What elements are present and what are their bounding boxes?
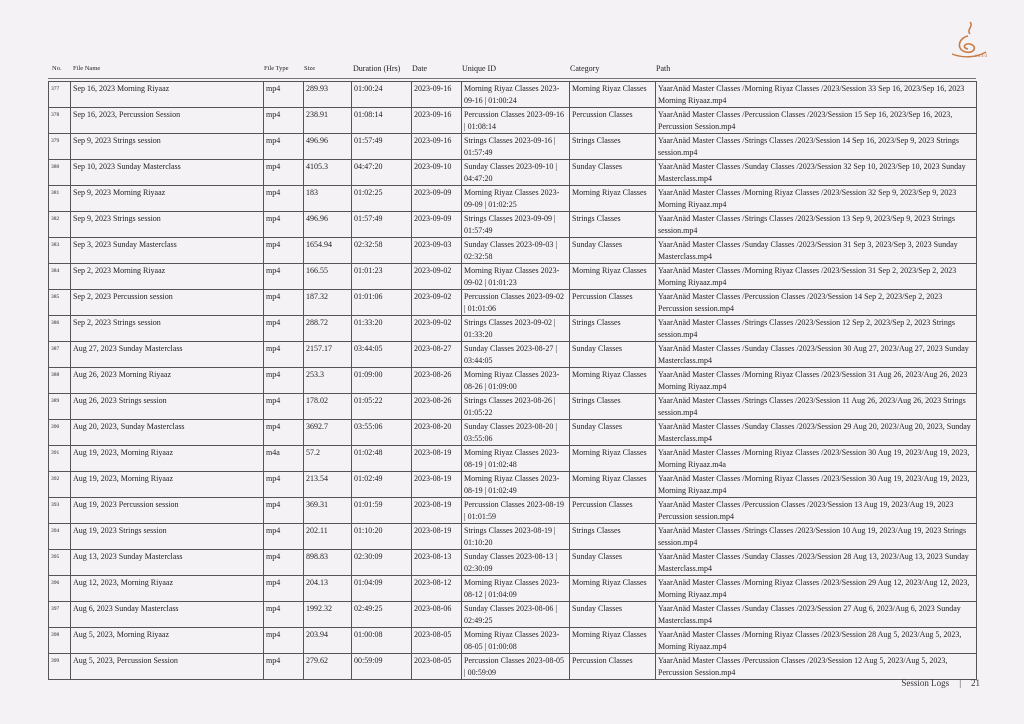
cell-category: Strings Classes [570, 524, 656, 550]
table-row [49, 602, 977, 628]
cell-category: Strings Classes [570, 394, 656, 420]
cell-category: Sunday Classes [570, 550, 656, 576]
cell-category: Percussion Classes [570, 108, 656, 134]
cell-file-name: Aug 12, 2023, Morning Riyaaz [71, 576, 264, 602]
cell-category: Sunday Classes [570, 160, 656, 186]
cell-file-name: Sep 2, 2023 Morning Riyaaz [71, 264, 264, 290]
cell-date: 2023-09-16 [412, 108, 462, 134]
table-row [49, 576, 977, 602]
table-row [49, 498, 977, 524]
cell-file-type: mp4 [264, 654, 304, 680]
cell-file-type: mp4 [264, 212, 304, 238]
table-row [49, 186, 977, 212]
cell-duration: 01:01:06 [352, 290, 412, 316]
cell-category: Percussion Classes [570, 290, 656, 316]
cell-file-name: Aug 26, 2023 Morning Riyaaz [71, 368, 264, 394]
cell-file-name: Aug 13, 2023 Sunday Masterclass [71, 550, 264, 576]
table-row [49, 394, 977, 420]
session-log-table [48, 81, 977, 680]
header-unique-id: Unique ID [462, 64, 496, 73]
cell-size: 57.2 [304, 446, 352, 472]
cell-duration: 01:00:08 [352, 628, 412, 654]
cell-file-type: mp4 [264, 108, 304, 134]
header-divider [48, 78, 976, 79]
cell-date: 2023-08-13 [412, 550, 462, 576]
cell-no: 399 [49, 654, 71, 680]
cell-date: 2023-08-05 [412, 628, 462, 654]
cell-date: 2023-09-03 [412, 238, 462, 264]
cell-category: Morning Riyaz Classes [570, 472, 656, 498]
cell-no: 391 [49, 446, 71, 472]
cell-path: YaarAnäd Master Classes /Strings Classes /2023/Session 11 Aug 26, 2023/Aug 26, 2023 Strings session.mp4 [656, 394, 977, 420]
cell-size: 253.3 [304, 368, 352, 394]
cell-date: 2023-08-05 [412, 654, 462, 680]
cell-category: Sunday Classes [570, 342, 656, 368]
cell-size: 288.72 [304, 316, 352, 342]
cell-file-type: mp4 [264, 602, 304, 628]
cell-duration: 01:05:22 [352, 394, 412, 420]
cell-path: YaarAnäd Master Classes /Morning Riyaz Classes /2023/Session 28 Aug 5, 2023/Aug 5, 2023, Morning Riyaaz.mp4 [656, 628, 977, 654]
cell-size: 213.54 [304, 472, 352, 498]
cell-date: 2023-09-09 [412, 212, 462, 238]
cell-file-type: m4a [264, 446, 304, 472]
header-date: Date [412, 64, 428, 73]
cell-unique-id: Morning Riyaz Classes 2023-09-09 | 01:02:25 [462, 186, 570, 212]
cell-no: 394 [49, 524, 71, 550]
cell-path: YaarAnäd Master Classes /Sunday Classes /2023/Session 27 Aug 6, 2023/Aug 6, 2023 Sunday Masterclass.mp4 [656, 602, 977, 628]
cell-no: 382 [49, 212, 71, 238]
cell-no: 378 [49, 108, 71, 134]
cell-unique-id: Morning Riyaz Classes 2023-08-19 | 01:02:48 [462, 446, 570, 472]
cell-no: 395 [49, 550, 71, 576]
header-size: Size [304, 65, 316, 72]
cell-size: 2157.17 [304, 342, 352, 368]
cell-file-name: Aug 20, 2023, Sunday Masterclass [71, 420, 264, 446]
cell-file-type: mp4 [264, 186, 304, 212]
cell-duration: 01:57:49 [352, 212, 412, 238]
cell-date: 2023-08-19 [412, 446, 462, 472]
header-duration: Duration (Hrs) [353, 64, 401, 73]
cell-date: 2023-09-09 [412, 186, 462, 212]
cell-date: 2023-08-26 [412, 394, 462, 420]
cell-file-name: Aug 6, 2023 Sunday Masterclass [71, 602, 264, 628]
cell-file-name: Sep 9, 2023 Strings session [71, 134, 264, 160]
cell-duration: 01:02:25 [352, 186, 412, 212]
cell-path: YaarAnäd Master Classes /Morning Riyaz Classes /2023/Session 30 Aug 19, 2023/Aug 19, 2023, Morning Riyaaz.mp4 [656, 472, 977, 498]
table-row [49, 654, 977, 680]
cell-path: YaarAnäd Master Classes /Strings Classes /2023/Session 14 Sep 16, 2023/Sep 9, 2023 Strings session.mp4 [656, 134, 977, 160]
cell-path: YaarAnäd Master Classes /Strings Classes /2023/Session 13 Sep 9, 2023/Sep 9, 2023 Strings session.mp4 [656, 212, 977, 238]
cell-date: 2023-09-10 [412, 160, 462, 186]
cell-no: 386 [49, 316, 71, 342]
cell-no: 385 [49, 290, 71, 316]
cell-size: 496.96 [304, 134, 352, 160]
cell-no: 398 [49, 628, 71, 654]
cell-unique-id: Morning Riyaz Classes 2023-09-02 | 01:01:23 [462, 264, 570, 290]
footer-title: Session Logs [901, 678, 950, 688]
header-no: No. [52, 65, 62, 72]
table-row [49, 134, 977, 160]
cell-duration: 01:01:23 [352, 264, 412, 290]
cell-duration: 02:32:58 [352, 238, 412, 264]
cell-no: 388 [49, 368, 71, 394]
cell-unique-id: Sunday Classes 2023-08-27 | 03:44:05 [462, 342, 570, 368]
brand-logo-text: anad [974, 54, 988, 59]
table-row [49, 472, 977, 498]
cell-file-name: Aug 19, 2023 Percussion session [71, 498, 264, 524]
cell-unique-id: Strings Classes 2023-08-26 | 01:05:22 [462, 394, 570, 420]
cell-file-type: mp4 [264, 264, 304, 290]
cell-unique-id: Sunday Classes 2023-09-03 | 02:32:58 [462, 238, 570, 264]
table-row [49, 524, 977, 550]
cell-file-name: Aug 27, 2023 Sunday Masterclass [71, 342, 264, 368]
cell-category: Strings Classes [570, 316, 656, 342]
cell-file-type: mp4 [264, 160, 304, 186]
cell-path: YaarAnäd Master Classes /Strings Classes /2023/Session 12 Sep 2, 2023/Sep 2, 2023 Strings session.mp4 [656, 316, 977, 342]
cell-file-name: Sep 2, 2023 Strings session [71, 316, 264, 342]
cell-path: YaarAnäd Master Classes /Sunday Classes /2023/Session 29 Aug 20, 2023/Aug 20, 2023, Sunday Masterclass.mp4 [656, 420, 977, 446]
cell-path: YaarAnäd Master Classes /Strings Classes /2023/Session 10 Aug 19, 2023/Aug 19, 2023 Strings session.mp4 [656, 524, 977, 550]
cell-duration: 03:55:06 [352, 420, 412, 446]
cell-date: 2023-08-27 [412, 342, 462, 368]
cell-size: 203.94 [304, 628, 352, 654]
cell-category: Sunday Classes [570, 420, 656, 446]
cell-path: YaarAnäd Master Classes /Percussion Classes /2023/Session 13 Aug 19, 2023/Aug 19, 2023 Percussion session.mp4 [656, 498, 977, 524]
page-number: 21 [971, 678, 980, 688]
cell-unique-id: Percussion Classes 2023-08-05 | 00:59:09 [462, 654, 570, 680]
cell-no: 387 [49, 342, 71, 368]
cell-duration: 02:49:25 [352, 602, 412, 628]
cell-size: 166.55 [304, 264, 352, 290]
table-row [49, 290, 977, 316]
table-row [49, 316, 977, 342]
cell-no: 377 [49, 82, 71, 108]
header-file-type: File Type [264, 65, 289, 72]
cell-file-type: mp4 [264, 498, 304, 524]
table-row [49, 368, 977, 394]
table-row [49, 446, 977, 472]
cell-category: Morning Riyaz Classes [570, 446, 656, 472]
cell-no: 380 [49, 160, 71, 186]
cell-date: 2023-08-06 [412, 602, 462, 628]
cell-path: YaarAnäd Master Classes /Sunday Classes /2023/Session 30 Aug 27, 2023/Aug 27, 2023 Sunday Masterclass.mp4 [656, 342, 977, 368]
cell-size: 369.31 [304, 498, 352, 524]
cell-size: 496.96 [304, 212, 352, 238]
cell-path: YaarAnäd Master Classes /Morning Riyaz Classes /2023/Session 30 Aug 19, 2023/Aug 19, 2023, Morning Riyaaz.m4a [656, 446, 977, 472]
cell-file-type: mp4 [264, 576, 304, 602]
table-row [49, 342, 977, 368]
page-footer [901, 678, 980, 688]
cell-no: 397 [49, 602, 71, 628]
table-row [49, 264, 977, 290]
cell-size: 279.62 [304, 654, 352, 680]
cell-file-name: Sep 16, 2023 Morning Riyaaz [71, 82, 264, 108]
cell-file-name: Aug 5, 2023, Percussion Session [71, 654, 264, 680]
cell-file-type: mp4 [264, 290, 304, 316]
cell-date: 2023-08-19 [412, 472, 462, 498]
cell-no: 379 [49, 134, 71, 160]
cell-date: 2023-08-20 [412, 420, 462, 446]
cell-duration: 01:04:09 [352, 576, 412, 602]
cell-size: 4105.3 [304, 160, 352, 186]
cell-category: Strings Classes [570, 212, 656, 238]
cell-path: YaarAnäd Master Classes /Sunday Classes /2023/Session 32 Sep 10, 2023/Sep 10, 2023 Sunday Masterclass.mp4 [656, 160, 977, 186]
cell-no: 381 [49, 186, 71, 212]
cell-duration: 02:30:09 [352, 550, 412, 576]
cell-unique-id: Strings Classes 2023-09-02 | 01:33:20 [462, 316, 570, 342]
cell-unique-id: Strings Classes 2023-09-16 | 01:57:49 [462, 134, 570, 160]
cell-size: 1654.94 [304, 238, 352, 264]
cell-category: Morning Riyaz Classes [570, 186, 656, 212]
cell-file-type: mp4 [264, 82, 304, 108]
cell-date: 2023-08-19 [412, 498, 462, 524]
cell-file-name: Aug 19, 2023 Strings session [71, 524, 264, 550]
header-category: Category [570, 64, 600, 73]
table-row [49, 420, 977, 446]
cell-file-name: Sep 10, 2023 Sunday Masterclass [71, 160, 264, 186]
cell-file-name: Aug 19, 2023, Morning Riyaaz [71, 446, 264, 472]
cell-file-name: Sep 9, 2023 Strings session [71, 212, 264, 238]
cell-unique-id: Strings Classes 2023-08-19 | 01:10:20 [462, 524, 570, 550]
table-body [49, 82, 977, 680]
cell-date: 2023-08-12 [412, 576, 462, 602]
table-row [49, 82, 977, 108]
cell-duration: 01:02:48 [352, 446, 412, 472]
cell-category: Percussion Classes [570, 498, 656, 524]
table-row [49, 238, 977, 264]
cell-unique-id: Morning Riyaz Classes 2023-08-05 | 01:00:08 [462, 628, 570, 654]
cell-unique-id: Morning Riyaz Classes 2023-08-26 | 01:09:00 [462, 368, 570, 394]
cell-unique-id: Sunday Classes 2023-08-13 | 02:30:09 [462, 550, 570, 576]
cell-date: 2023-09-02 [412, 316, 462, 342]
cell-file-name: Aug 19, 2023, Morning Riyaaz [71, 472, 264, 498]
cell-file-type: mp4 [264, 134, 304, 160]
header-path: Path [656, 64, 671, 73]
table-row [49, 108, 977, 134]
cell-category: Morning Riyaz Classes [570, 82, 656, 108]
cell-unique-id: Percussion Classes 2023-09-16 | 01:08:14 [462, 108, 570, 134]
cell-duration: 01:08:14 [352, 108, 412, 134]
cell-path: YaarAnäd Master Classes /Morning Riyaz Classes /2023/Session 33 Sep 16, 2023/Sep 16, 2023 Morning Riyaaz.mp4 [656, 82, 977, 108]
cell-unique-id: Sunday Classes 2023-08-06 | 02:49:25 [462, 602, 570, 628]
cell-category: Percussion Classes [570, 654, 656, 680]
cell-path: YaarAnäd Master Classes /Percussion Classes /2023/Session 15 Sep 16, 2023/Sep 16, 2023, Percussion Session.mp4 [656, 108, 977, 134]
cell-path: YaarAnäd Master Classes /Sunday Classes /2023/Session 31 Sep 3, 2023/Sep 3, 2023 Sunday Masterclass.mp4 [656, 238, 977, 264]
cell-unique-id: Percussion Classes 2023-08-19 | 01:01:59 [462, 498, 570, 524]
cell-duration: 01:00:24 [352, 82, 412, 108]
cell-no: 384 [49, 264, 71, 290]
cell-size: 183 [304, 186, 352, 212]
table-row [49, 160, 977, 186]
cell-duration: 04:47:20 [352, 160, 412, 186]
cell-file-type: mp4 [264, 628, 304, 654]
cell-unique-id: Morning Riyaz Classes 2023-08-19 | 01:02:49 [462, 472, 570, 498]
cell-duration: 01:02:49 [352, 472, 412, 498]
cell-no: 393 [49, 498, 71, 524]
cell-no: 396 [49, 576, 71, 602]
cell-file-type: mp4 [264, 524, 304, 550]
cell-date: 2023-08-26 [412, 368, 462, 394]
cell-file-name: Sep 16, 2023, Percussion Session [71, 108, 264, 134]
cell-file-type: mp4 [264, 550, 304, 576]
cell-date: 2023-09-16 [412, 82, 462, 108]
table-row [49, 212, 977, 238]
cell-duration: 01:01:59 [352, 498, 412, 524]
cell-category: Morning Riyaz Classes [570, 264, 656, 290]
cell-path: YaarAnäd Master Classes /Morning Riyaz Classes /2023/Session 31 Aug 26, 2023/Aug 26, 2023 Morning Riyaaz.mp4 [656, 368, 977, 394]
cell-file-type: mp4 [264, 238, 304, 264]
cell-unique-id: Morning Riyaz Classes 2023-08-12 | 01:04:09 [462, 576, 570, 602]
cell-duration: 01:33:20 [352, 316, 412, 342]
cell-no: 390 [49, 420, 71, 446]
cell-file-type: mp4 [264, 316, 304, 342]
cell-no: 389 [49, 394, 71, 420]
cell-size: 1992.32 [304, 602, 352, 628]
cell-file-type: mp4 [264, 342, 304, 368]
cell-file-type: mp4 [264, 420, 304, 446]
cell-size: 238.91 [304, 108, 352, 134]
cell-path: YaarAnäd Master Classes /Morning Riyaz Classes /2023/Session 31 Sep 2, 2023/Sep 2, 2023 Morning Riyaaz.mp4 [656, 264, 977, 290]
cell-duration: 01:09:00 [352, 368, 412, 394]
cell-unique-id: Sunday Classes 2023-09-10 | 04:47:20 [462, 160, 570, 186]
cell-unique-id: Strings Classes 2023-09-09 | 01:57:49 [462, 212, 570, 238]
cell-path: YaarAnäd Master Classes /Percussion Classes /2023/Session 14 Sep 2, 2023/Sep 2, 2023 Percussion session.mp4 [656, 290, 977, 316]
cell-date: 2023-09-02 [412, 264, 462, 290]
cell-size: 289.93 [304, 82, 352, 108]
cell-category: Morning Riyaz Classes [570, 628, 656, 654]
cell-date: 2023-09-02 [412, 290, 462, 316]
cell-size: 178.02 [304, 394, 352, 420]
table-row [49, 550, 977, 576]
cell-category: Strings Classes [570, 134, 656, 160]
cell-size: 3692.7 [304, 420, 352, 446]
cell-unique-id: Percussion Classes 2023-09-02 | 01:01:06 [462, 290, 570, 316]
cell-duration: 00:59:09 [352, 654, 412, 680]
cell-unique-id: Sunday Classes 2023-08-20 | 03:55:06 [462, 420, 570, 446]
cell-size: 187.32 [304, 290, 352, 316]
cell-size: 202.11 [304, 524, 352, 550]
cell-file-type: mp4 [264, 472, 304, 498]
table-header [48, 62, 976, 78]
cell-size: 204.13 [304, 576, 352, 602]
table-row [49, 628, 977, 654]
cell-file-type: mp4 [264, 368, 304, 394]
cell-file-name: Aug 26, 2023 Strings session [71, 394, 264, 420]
cell-path: YaarAnäd Master Classes /Sunday Classes /2023/Session 28 Aug 13, 2023/Aug 13, 2023 Sunday Masterclass.mp4 [656, 550, 977, 576]
cell-unique-id: Morning Riyaz Classes 2023-09-16 | 01:00:24 [462, 82, 570, 108]
cell-path: YaarAnäd Master Classes /Percussion Classes /2023/Session 12 Aug 5, 2023/Aug 5, 2023, Percussion Session.mp4 [656, 654, 977, 680]
cell-duration: 03:44:05 [352, 342, 412, 368]
cell-category: Morning Riyaz Classes [570, 576, 656, 602]
cell-category: Sunday Classes [570, 602, 656, 628]
cell-path: YaarAnäd Master Classes /Morning Riyaz Classes /2023/Session 29 Aug 12, 2023/Aug 12, 2023, Morning Riyaaz.mp4 [656, 576, 977, 602]
footer-separator: | [959, 678, 961, 688]
cell-category: Sunday Classes [570, 238, 656, 264]
cell-file-name: Sep 2, 2023 Percussion session [71, 290, 264, 316]
cell-no: 383 [49, 238, 71, 264]
cell-date: 2023-09-16 [412, 134, 462, 160]
cell-file-name: Sep 3, 2023 Sunday Masterclass [71, 238, 264, 264]
cell-date: 2023-08-19 [412, 524, 462, 550]
cell-file-type: mp4 [264, 394, 304, 420]
cell-no: 392 [49, 472, 71, 498]
cell-size: 898.83 [304, 550, 352, 576]
cell-file-name: Sep 9, 2023 Morning Riyaaz [71, 186, 264, 212]
header-file-name: File Name [73, 65, 101, 72]
cell-category: Morning Riyaz Classes [570, 368, 656, 394]
cell-path: YaarAnäd Master Classes /Morning Riyaz Classes /2023/Session 32 Sep 9, 2023/Sep 9, 2023 Morning Riyaaz.mp4 [656, 186, 977, 212]
cell-duration: 01:57:49 [352, 134, 412, 160]
cell-file-name: Aug 5, 2023, Morning Riyaaz [71, 628, 264, 654]
cell-duration: 01:10:20 [352, 524, 412, 550]
